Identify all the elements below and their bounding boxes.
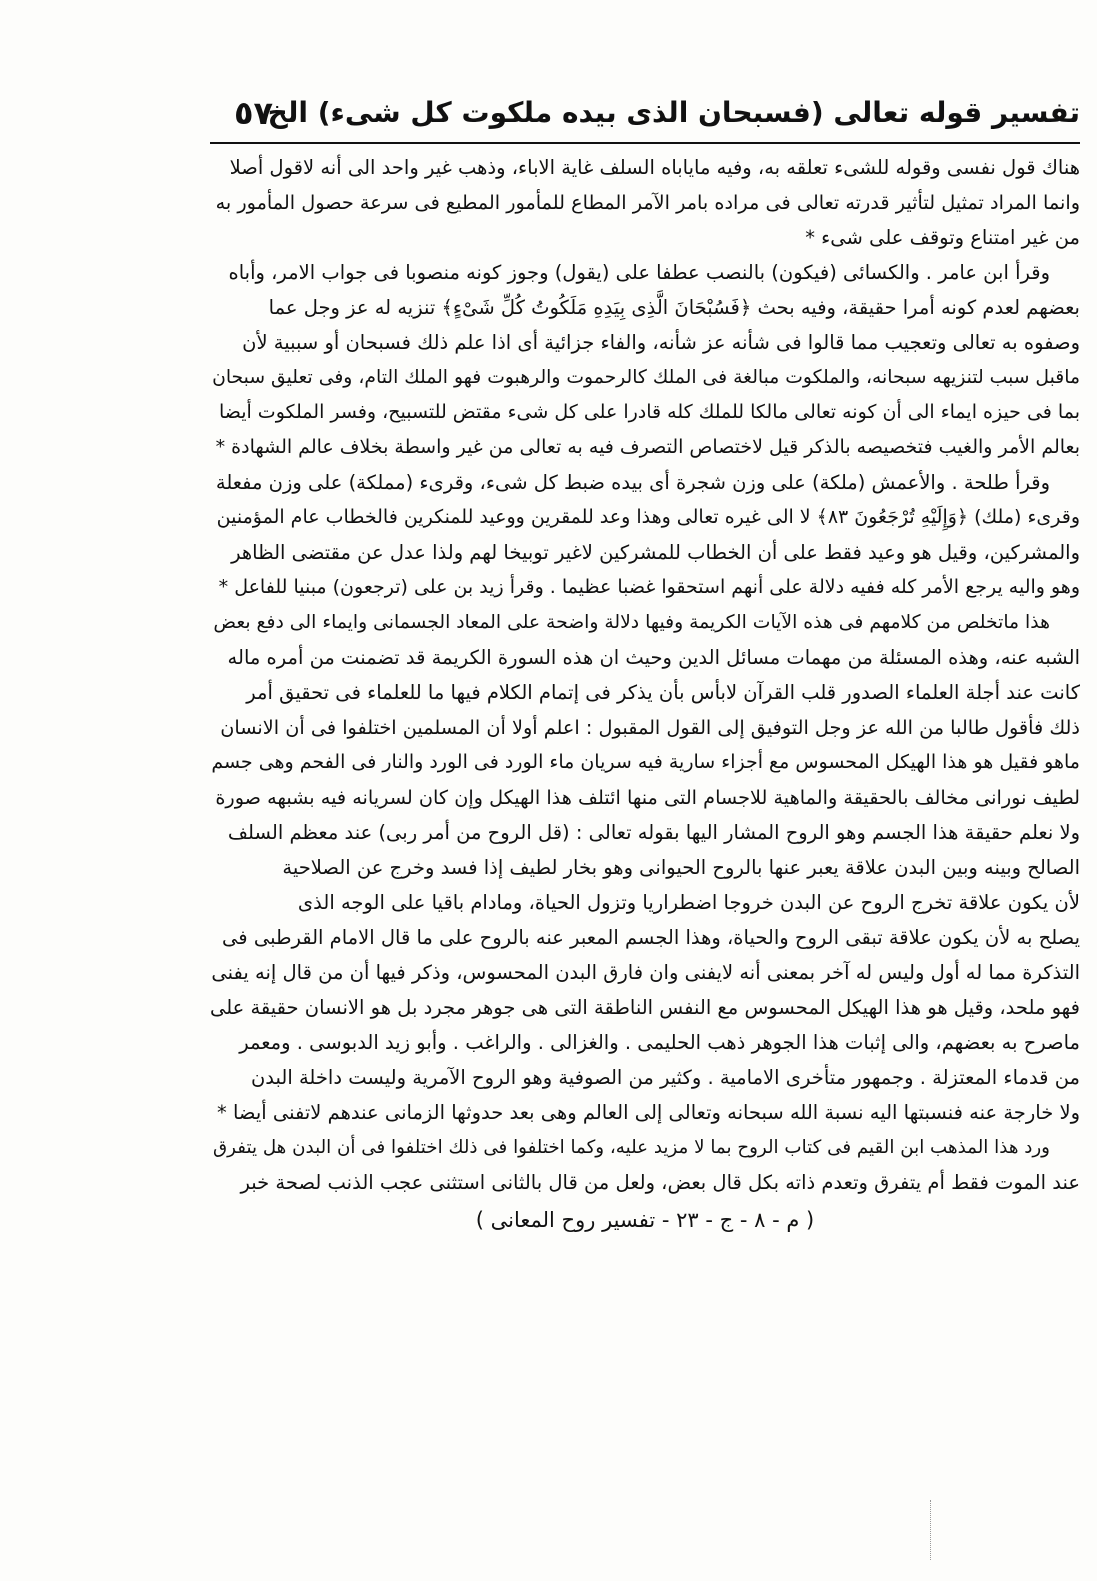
text-line: ولا خارجة عنه فنسبتها اليه نسبة الله سبحانه وتعالى إلى العالم وهى بعد حدوثها الزمانى عندهم لاتفنى أيضا * <box>217 1101 1080 1124</box>
text-line: وصفوه به تعالى وتعجيب مما قالوا فى شأنه عز شأنه، والفاء جزائية أى اذا علم ذلك فسبحان أو سببية لأن <box>242 331 1080 354</box>
text-line: عند الموت فقط أم يتفرق وتعدم ذاته بكل قال بعض، ولعل من قال بالثانى استثنى عجب الذنب لصحة خبر <box>240 1171 1080 1194</box>
text-line: ذلك فأقول طالبا من الله عز وجل التوفيق إلى القول المقبول : اعلم أولا أن المسلمين اختلفوا فى أن الانسان <box>220 716 1080 739</box>
text-line: التذكرة مما له أول وليس له آخر بمعنى أنه لايفنى وان فارق البدن المحسوس، وذكر فيها أن من قال إنه يفنى <box>211 961 1080 984</box>
running-title: تفسير قوله تعالى (فسبحان الذى بيده ملكوت كل شىء) الخ <box>267 96 1080 129</box>
text-line: لطيف نورانى مخالف بالحقيقة والماهية للاجسام التى منها ائتلف هذا الهيكل وإن كان لسريانه فيه بشبهه صورة <box>215 786 1080 809</box>
text-line: ولا نعلم حقيقة هذا الجسم وهو الروح المشار اليها بقوله تعالى : (قل الروح من أمر ربى) عند معظم السلف <box>227 821 1080 844</box>
text-line: كانت عند أجلة العلماء الصدور قلب القرآن لابأس بأن يذكر فى إتمام الكلام فيها ما للعلماء فى تحقيق أمر <box>246 681 1080 704</box>
page-header <box>210 94 1080 138</box>
text-line: الصالح وبينه وبين البدن علاقة يعبر عنها بالروح الحيوانى وهو بخار لطيف إذا فسد وخرج عن الصلاحية <box>282 856 1080 879</box>
text-line: بما فى حيزه ايماء الى أن كونه تعالى مالكا للملك كله قادرا على كل شىء مقتض للتسبيح، وفسر الملكوت أيضا <box>218 401 1080 423</box>
margin-mark <box>930 1500 932 1560</box>
page-number: ٥٧ <box>234 94 274 132</box>
text-line: والمشركين، وقيل هو وعيد فقط على أن الخطاب للمشركين لاغير توبيخا لهم ولذا عدل عن مقتضى الظاهر <box>231 541 1080 564</box>
body-text <box>210 150 1080 1238</box>
text-line: ورد هذا المذهب ابن القيم فى كتاب الروح بما لا مزيد عليه، وكما اختلفوا فى ذلك اختلفوا فى أن البدن هل يتفرق <box>213 1137 1050 1158</box>
text-line: بعضهم لعدم كونه أمرا حقيقة، وفيه بحث ﴿فَسُبْحَانَ الَّذِى بِيَدِهِ مَلَكُوتُ كُلِّ شَىْءٍ﴾ تنزيه له عز وجل عما <box>268 296 1080 319</box>
header-divider <box>210 142 1080 144</box>
text-line: يصلح به لأن يكون علاقة تبقى الروح والحياة، وهذا الجسم المعبر عنه بالروح على ما قال الامام القرطبى فى <box>222 926 1080 949</box>
text-line: ماهو فقيل هو هذا الهيكل المحسوس مع أجزاء سارية فيه سريان ماء الورد فى الورد والنار فى الفحم وهى جسم <box>211 751 1080 773</box>
text-line: من قدماء المعتزلة . وجمهور متأخرى الامامية . وكثير من الصوفية وهو الروح الآمرية وليست داخلة البدن <box>250 1066 1080 1089</box>
text-line: فهو ملحد، وقيل هو هذا الهيكل المحسوس مع النفس الناطقة التى هى جوهر مجرد بل هو الانسان حقيقة على <box>210 996 1080 1019</box>
text-line: ماقبل سبب لتنزيهه سبحانه، والملكوت مبالغة فى الملك كالرحموت والرهبوت فهو الملك التام، وفى تعليق سبحان <box>212 367 1080 388</box>
text-line: لأن يكون علاقة تخرج الروح عن البدن خروجا اضطراريا وتزول الحياة، ومادام باقيا على الوجه الذى <box>297 891 1080 914</box>
text-line: وانما المراد تمثيل لتأثير قدرته تعالى فى مراده بامر الآمر المطاع للمأمور المطيع فى سرعة حصول المأمور به <box>215 191 1080 214</box>
text-line: هذا ماتخلص من كلامهم فى هذه الآيات الكريمة وفيها دلالة واضحة على المعاد الجسمانى وايماء الى دفع بعض <box>213 612 1050 633</box>
text-line: ماصرح به بعضهم، والى إثبات هذا الجوهر ذهب الحليمى . والغزالى . والراغب . وأبو زيد الدبوسى . ومعمر <box>239 1031 1080 1054</box>
text-line: هناك قول نفسى وقوله للشىء تعلقه به، وفيه ماياباه السلف غاية الاباء، وذهب غير واحد الى أنه لاقول أصلا <box>229 156 1080 179</box>
text-line: وقرىء (ملك) ﴿وَإِلَيْهِ تُرْجَعُونَ ٨٣﴾ لا الى غيره تعالى وهذا وعد للمقرين ووعيد للمنكرين فالخطاب عام المؤمنين <box>216 506 1080 528</box>
text-line: بعالم الأمر والغيب فتخصيصه بالذكر قيل لاختصاص التصرف فيه به تعالى من غير واسطة بخلاف عالم الشهادة * <box>215 436 1080 458</box>
footer-signature: ( م - ٨ - ج - ٢٣ - تفسير روح المعانى ) <box>475 1208 815 1232</box>
text-line: الشبه عنه، وهذه المسئلة من مهمات مسائل الدين وحيث ان هذه السورة الكريمة قد تضمنت من أمره ماله <box>227 646 1080 669</box>
text-line: وهو واليه يرجع الأمر كله ففيه دلالة على أنهم استحقوا غضبا عظيما . وقرأ زيد بن على (ترجعون) مبنيا للفاعل * <box>218 576 1080 598</box>
text-line: من غير امتناع وتوقف على شىء * <box>805 226 1080 249</box>
text-line: وقرأ ابن عامر . والكسائى (فيكون) بالنصب عطفا على (يقول) وجوز كونه منصوبا فى جواب الامر، وأباه <box>228 261 1050 284</box>
text-line: وقرأ طلحة . والأعمش (ملكة) على وزن شجرة أى بيده ضبط كل شىء، وقرىء (مملكة) على وزن مفعلة <box>215 471 1050 494</box>
